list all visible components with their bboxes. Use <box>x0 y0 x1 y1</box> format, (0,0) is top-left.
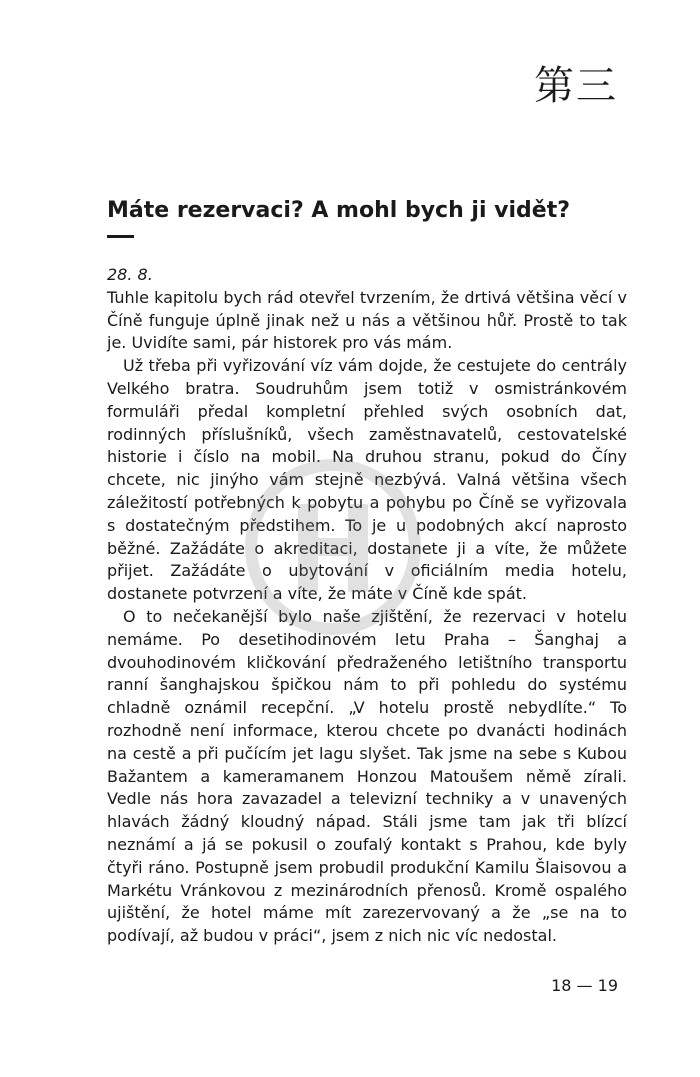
chapter-heading: Máte rezervaci? A mohl bych ji vidět? <box>107 198 570 223</box>
entry-date: 28. 8. <box>107 265 153 284</box>
heading-rule <box>107 235 134 238</box>
chapter-mark: 第三 <box>534 63 618 109</box>
paragraph-2: Už třeba při vyřizování víz vám dojde, že cestujete do centrály Velkého bratra. Soudruhům jsem totiž v osmistránkovém formuláři předal kompletní přehled svých osobních dat, rodinných příslušníků, všech zaměstnavatelů, cestovatelské historie i číslo na mobil. Na druhou stranu, pokud do Číny chcete, nic jinýho vám stejně nezbývá. Valná většina všech záležitostí potřebných k pobytu a pohybu po Číně se vyřizovala s dostatečným předstihem. To je u podobných akcí naprosto běžné. Zažádáte o akreditaci, dostanete ji a víte, že můžete přijet. Zažádáte o ubytování v oficiálním media hotelu, dostanete potvrzení a víte, že máte v Číně kde spát. <box>107 356 627 604</box>
page-number: 18 — 19 <box>551 976 618 995</box>
paragraph-3: O to nečekanější bylo naše zjištění, že rezervaci v hotelu nemáme. Po desetihodinovém letu Praha – Šanghaj a dvouhodinovém kličkování předraženého letištního transportu ranní šanghajskou špičkou nám to při pohledu do systému chladně oznámil recepční. „V hotelu prostě nebydlíte.“ To rozhodně není informace, kterou chcete po dvanácti hodinách na cestě a při pučícím jet lagu slyšet. Tak jsme na sebe s Kubou Bažantem a kameramanem Honzou Matoušem němě zírali. Vedle nás hora zavazadel a televizní techniky a v unavených hlavách žádný kloudný nápad. Stáli jsme tam jak tři blízcí neznámí a já se pokusil o zoufalý kontakt s Prahou, kde byly čtyři ráno. Postupně jsem probudil produkční Kamilu Šlaisovou a Markétu Vránkovou z mezinárodních přenosů. Kromě ospalého ujištění, že hotel máme mít zarezervovaný a že „se na to podívají, až budou v práci“, jsem z nich nic víc nedostal. <box>107 606 627 946</box>
paragraph-1: Tuhle kapitolu bych rád otevřel tvrzením, že drtivá většina věcí v Číně funguje úplně jinak než u nás a většinou hůř. Prostě to tak je. Uvidíte sami, pár historek pro vás mám. <box>107 287 627 353</box>
body-text <box>107 264 627 948</box>
